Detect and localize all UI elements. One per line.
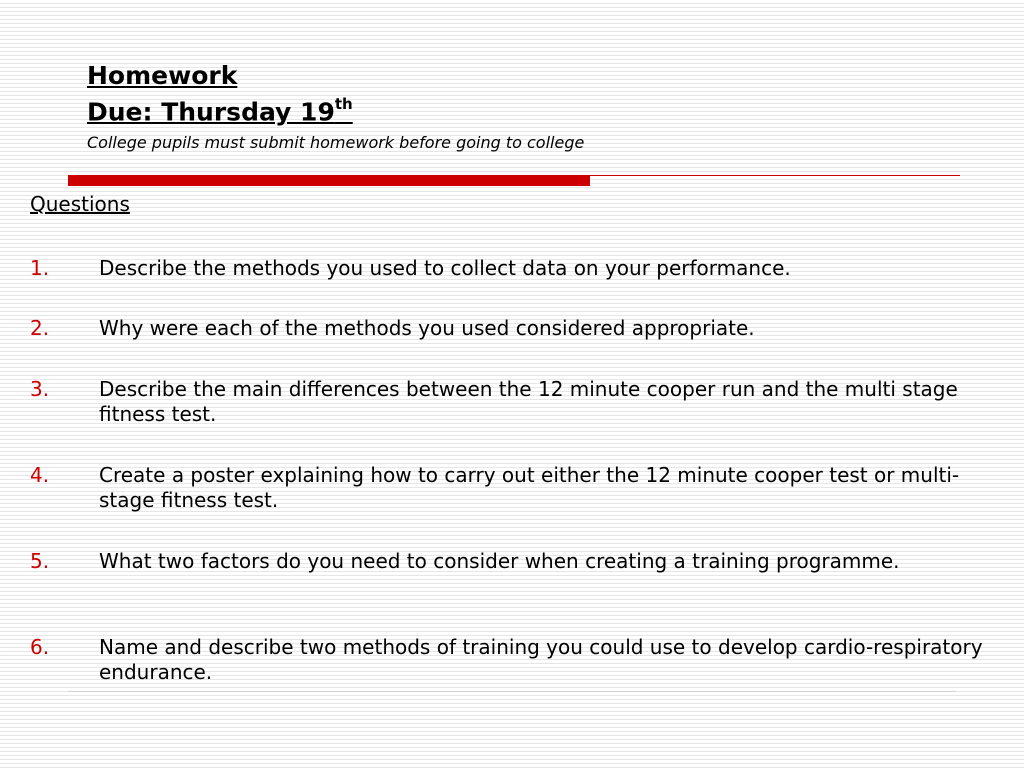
question-text: Why were each of the methods you used considered appropriate.: [99, 316, 755, 340]
question-number: 1.: [30, 256, 50, 280]
slide-title: [87, 60, 967, 91]
question-text: What two factors do you need to consider when creating a training programme.: [99, 549, 900, 573]
due-date-superscript: th: [334, 95, 353, 113]
due-date-text: Due: Thursday 19: [87, 97, 335, 127]
question-number: 4.: [30, 463, 50, 487]
title-divider-line: [590, 175, 960, 176]
question-text: Describe the methods you used to collect data on your performance.: [99, 256, 791, 280]
question-text: Name and describe two methods of training you could use to develop cardio-respiratory endurance.: [99, 635, 983, 684]
due-date: [87, 91, 967, 127]
title-block: [87, 60, 967, 153]
title-divider-bar: [68, 175, 590, 186]
question-text: Create a poster explaining how to carry out either the 12 minute cooper test or multi-stage fitness test.: [99, 463, 960, 512]
question-number: 6.: [30, 635, 50, 659]
bottom-rule: [68, 691, 956, 692]
question-text: Describe the main differences between the 12 minute cooper run and the multi stage fitness test.: [99, 377, 958, 426]
title-text: Homework: [87, 61, 238, 90]
subtitle: College pupils must submit homework before going to college: [87, 133, 585, 153]
question-number: 2.: [30, 316, 50, 340]
question-number: 5.: [30, 549, 50, 573]
question-number: 3.: [30, 377, 50, 401]
questions-heading: Questions: [30, 192, 130, 216]
